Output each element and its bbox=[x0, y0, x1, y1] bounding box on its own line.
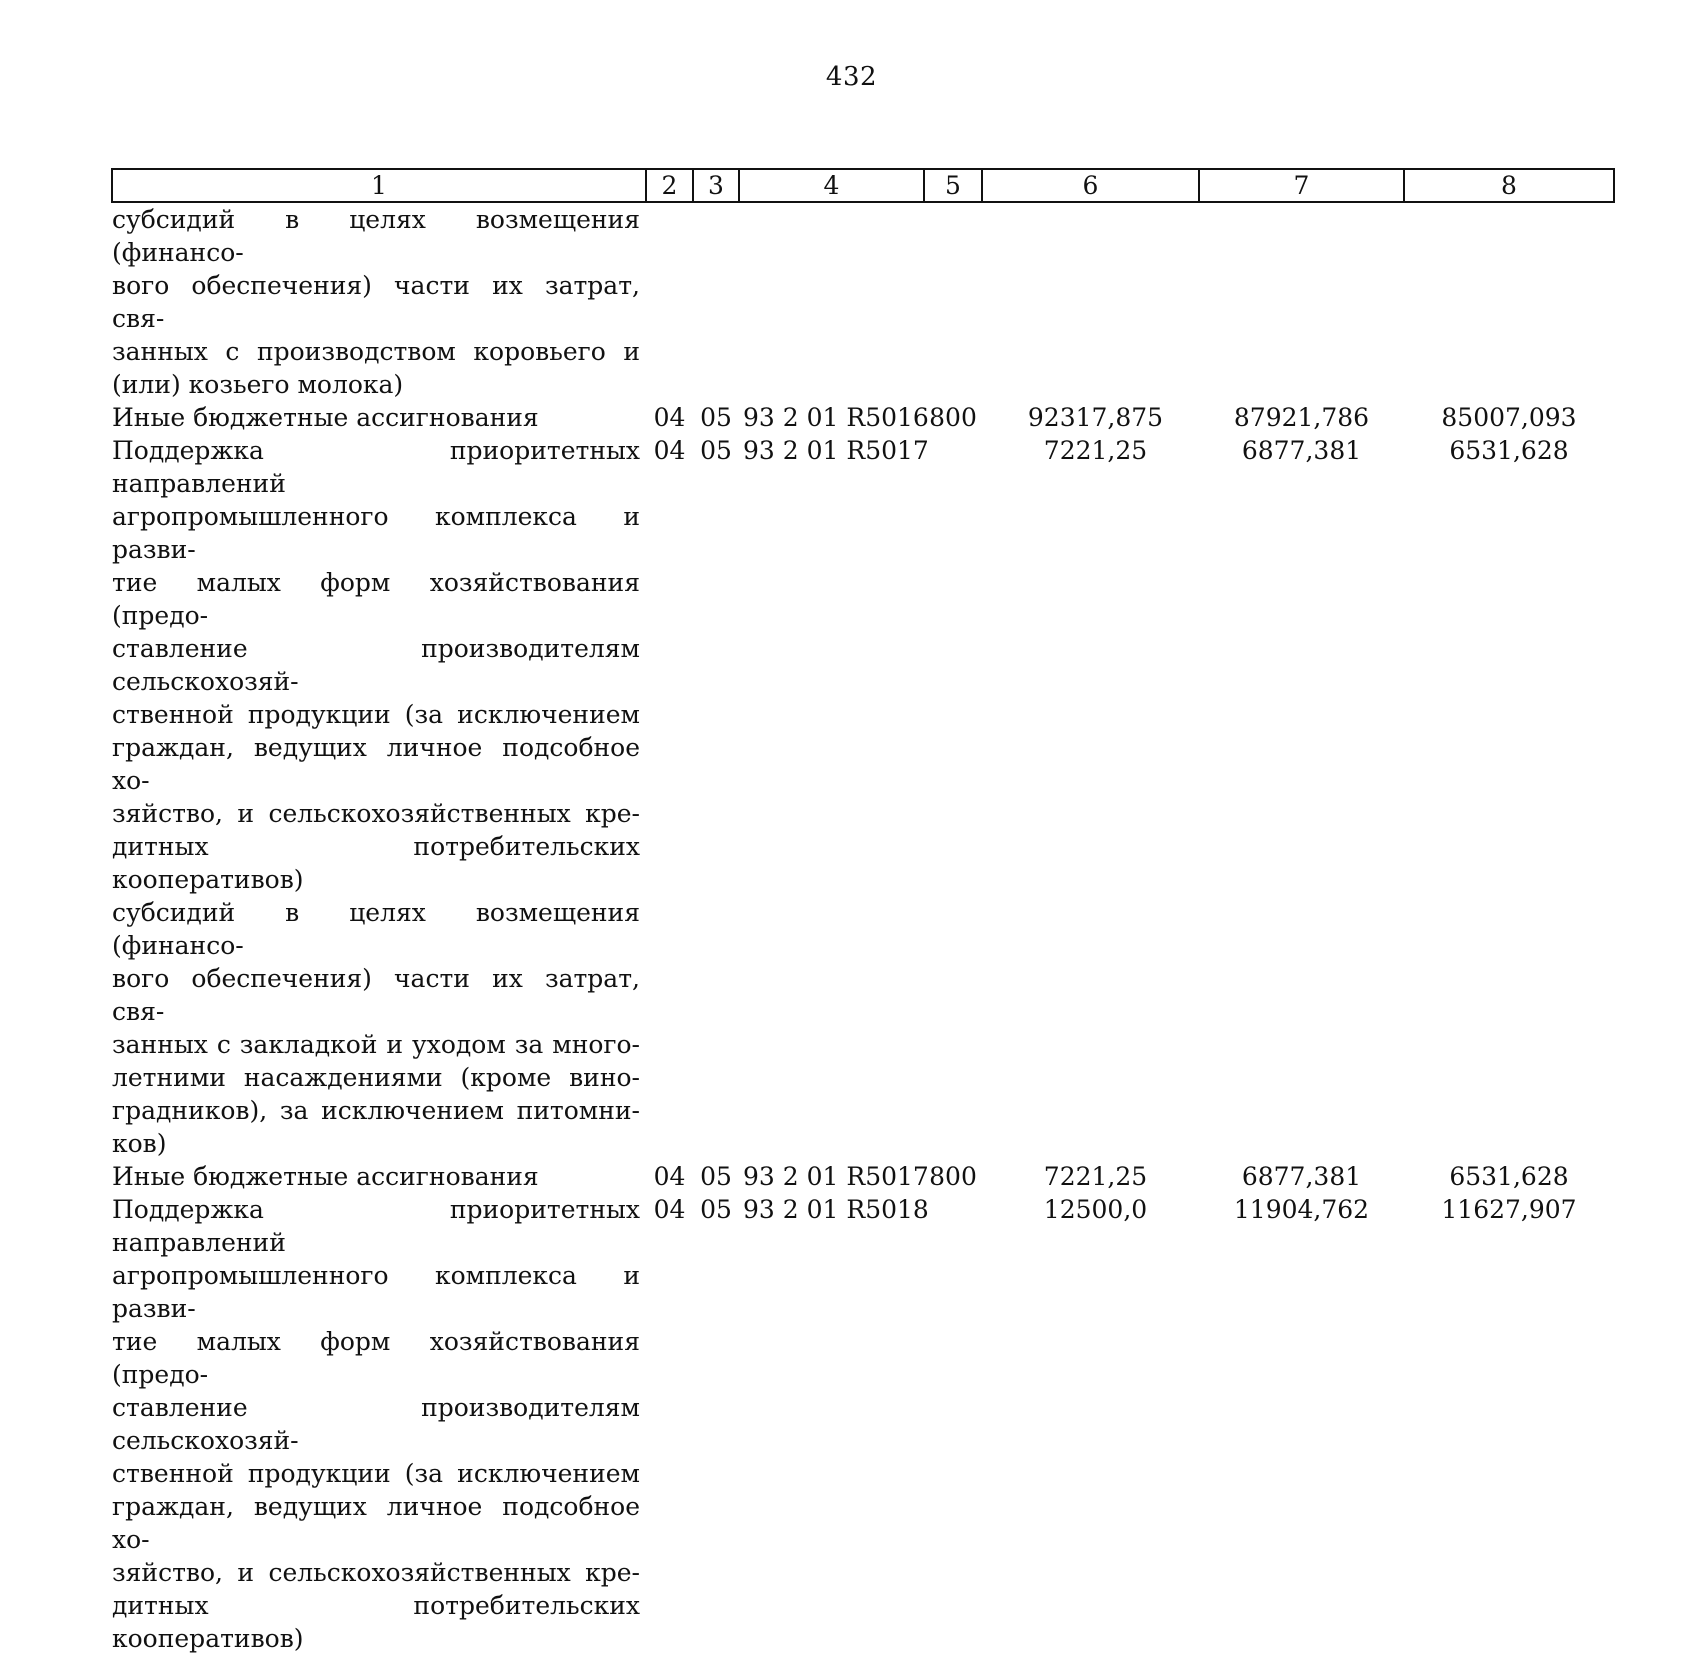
row-name-line: субсидий в целях возмещения (финансо- bbox=[112, 205, 640, 267]
page-number: 432 bbox=[825, 62, 878, 92]
row-name-line: Иные бюджетные ассигнования bbox=[112, 403, 539, 432]
row-name bbox=[112, 202, 646, 401]
table-header bbox=[112, 169, 1614, 202]
expense-type-code: 800 bbox=[929, 403, 977, 432]
subsection-code: 05 bbox=[700, 403, 732, 432]
amount-col-7: 6877,381 bbox=[1241, 436, 1362, 465]
target-article-code: 93 2 01 R5017 bbox=[743, 436, 929, 465]
row-name-line: дитных потребительских кооперативов) bbox=[112, 1591, 640, 1653]
amount-col-8: 85007,093 bbox=[1441, 403, 1577, 432]
amount-col-6: 92317,875 bbox=[1027, 403, 1164, 432]
amount-col-7: 6877,381 bbox=[1241, 1162, 1362, 1191]
target-article-code: 93 2 01 R5017 bbox=[743, 1162, 929, 1191]
subsection-code: 05 bbox=[700, 1195, 732, 1224]
row-name-line: ственной продукции (за исключением bbox=[112, 700, 640, 729]
expense-type-code bbox=[924, 1193, 982, 1655]
row-name-line: ставление производителям сельскохозяй- bbox=[112, 634, 640, 696]
subsection-code: 05 bbox=[700, 1162, 732, 1191]
section-code: 04 bbox=[653, 1162, 686, 1191]
header-col-5: 5 bbox=[924, 169, 982, 202]
row-name-line: зяйство, и сельскохозяйственных кре- bbox=[112, 799, 640, 828]
row-name-line: ставление производителям сельскохозяй- bbox=[112, 1393, 640, 1455]
row-name-line: (или) козьего молока) bbox=[112, 370, 404, 399]
table-row bbox=[112, 401, 1614, 434]
table-row bbox=[112, 1160, 1614, 1193]
row-name bbox=[112, 434, 646, 1160]
row-name-line: градников), за исключением питомни- bbox=[112, 1096, 640, 1125]
expense-type-code bbox=[924, 202, 982, 401]
row-name bbox=[112, 401, 646, 434]
row-name-line: вого обеспечения) части их затрат, свя- bbox=[112, 964, 640, 1026]
row-name-line: ственной продукции (за исключением bbox=[112, 1459, 640, 1488]
row-name bbox=[112, 1193, 646, 1655]
amount-col-7: 11904,762 bbox=[1233, 1195, 1370, 1224]
row-name-line: вого обеспечения) части их затрат, свя- bbox=[112, 271, 640, 333]
header-col-6: 6 bbox=[982, 169, 1199, 202]
amount-col-8: 6531,628 bbox=[1449, 1162, 1569, 1191]
row-name-line: занных с закладкой и уходом за много- bbox=[112, 1030, 640, 1059]
header-col-7: 7 bbox=[1199, 169, 1404, 202]
row-name bbox=[112, 1160, 646, 1193]
section-code: 04 bbox=[653, 436, 686, 465]
target-article-code: 93 2 01 R5016 bbox=[743, 403, 929, 432]
header-col-3: 3 bbox=[693, 169, 739, 202]
table-body bbox=[112, 202, 1614, 1655]
subsection-code bbox=[693, 202, 739, 401]
expense-type-code: 800 bbox=[929, 1162, 977, 1191]
row-name-line: граждан, ведущих личное подсобное хо- bbox=[112, 733, 640, 795]
amount-col-8: 6531,628 bbox=[1449, 436, 1569, 465]
row-name-line: граждан, ведущих личное подсобное хо- bbox=[112, 1492, 640, 1554]
section-code bbox=[646, 202, 693, 401]
table-row bbox=[112, 202, 1614, 401]
row-name-line: Поддержка приоритетных направлений bbox=[112, 1195, 640, 1257]
amount-col-6 bbox=[982, 202, 1199, 401]
budget-table-container bbox=[111, 168, 1613, 1655]
header-row bbox=[112, 169, 1614, 202]
header-col-2: 2 bbox=[646, 169, 693, 202]
row-name-line: дитных потребительских кооперативов) bbox=[112, 832, 640, 894]
amount-col-6: 7221,25 bbox=[1043, 1162, 1148, 1191]
row-name-line: агропромышленного комплекса и разви- bbox=[112, 502, 640, 564]
row-name-line: ков) bbox=[112, 1129, 167, 1158]
section-code: 04 bbox=[653, 403, 686, 432]
target-article-code bbox=[739, 202, 924, 401]
row-name-line: занных с производством коровьего и bbox=[112, 337, 640, 366]
target-article-code: 93 2 01 R5018 bbox=[743, 1195, 929, 1224]
amount-col-8 bbox=[1404, 202, 1614, 401]
row-name-line: Поддержка приоритетных направлений bbox=[112, 436, 640, 498]
header-col-4: 4 bbox=[739, 169, 924, 202]
amount-col-7 bbox=[1199, 202, 1404, 401]
row-name-line: летними насаждениями (кроме вино- bbox=[112, 1063, 640, 1092]
header-col-1: 1 bbox=[112, 169, 646, 202]
row-name-line: зяйство, и сельскохозяйственных кре- bbox=[112, 1558, 640, 1587]
row-name-line: агропромышленного комплекса и разви- bbox=[112, 1261, 640, 1323]
row-name-line: субсидий в целях возмещения (финансо- bbox=[112, 898, 640, 960]
budget-table bbox=[111, 168, 1615, 1655]
header-col-8: 8 bbox=[1404, 169, 1614, 202]
table-row bbox=[112, 434, 1614, 1160]
amount-col-6: 12500,0 bbox=[1043, 1195, 1148, 1224]
subsection-code: 05 bbox=[700, 436, 732, 465]
section-code: 04 bbox=[653, 1195, 686, 1224]
row-name-line: тие малых форм хозяйствования (предо- bbox=[112, 568, 640, 630]
amount-col-7: 87921,786 bbox=[1233, 403, 1370, 432]
table-row bbox=[112, 1193, 1614, 1655]
row-name-line: тие малых форм хозяйствования (предо- bbox=[112, 1327, 640, 1389]
amount-col-6: 7221,25 bbox=[1043, 436, 1148, 465]
expense-type-code bbox=[924, 434, 982, 1160]
amount-col-8: 11627,907 bbox=[1441, 1195, 1577, 1224]
row-name-line: Иные бюджетные ассигнования bbox=[112, 1162, 539, 1191]
